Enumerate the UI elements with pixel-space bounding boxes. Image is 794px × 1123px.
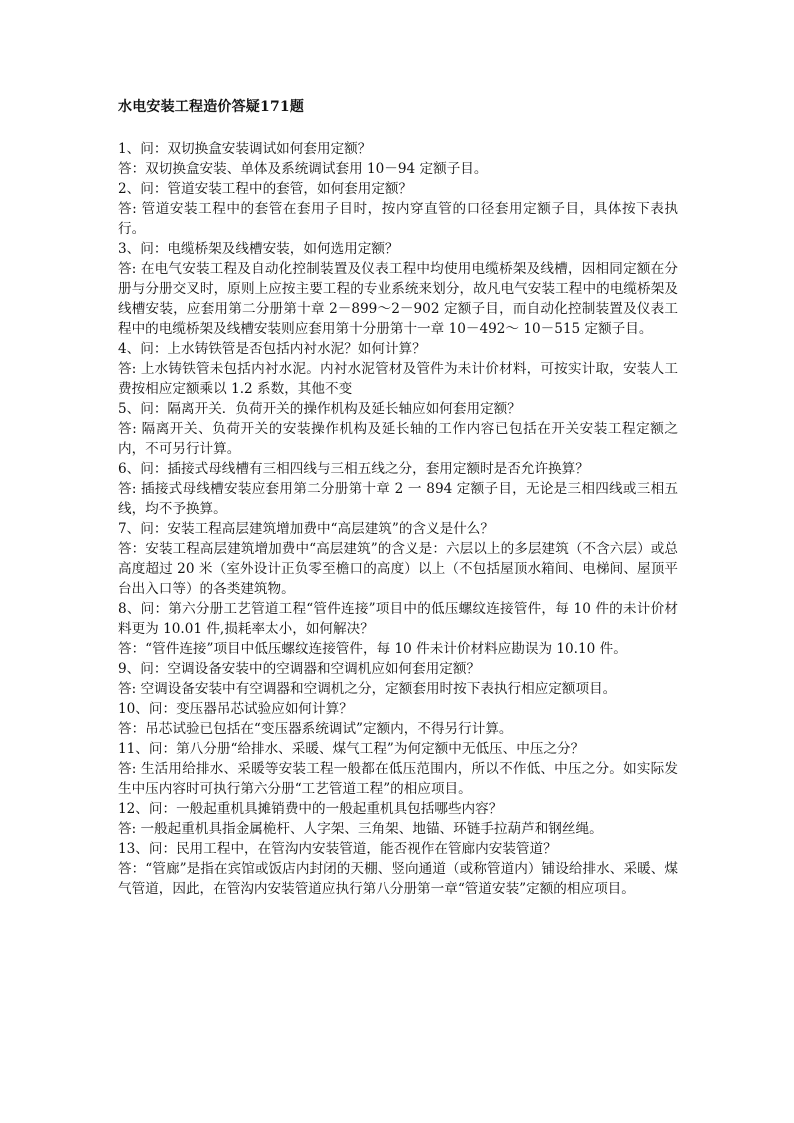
question-text: 6、问：插接式母线槽有三相四线与三相五线之分，套用定额时是否允许换算？ bbox=[118, 461, 589, 477]
document-title: 水电安装工程造价答疑171题 bbox=[118, 99, 305, 115]
answer-text: 答: 管道安装工程中的套管在套用子目时，按内穿直管的口径套用定额子目，具体按下表执行。 bbox=[118, 201, 678, 237]
qa-list bbox=[118, 139, 678, 899]
question-text: 8、问：第六分册工艺管道工程“管件连接”项目中的低压螺纹连接管件，每 10 件的未计价材料更为 10.01 件,损耗率太小，如何解决？ bbox=[118, 601, 678, 637]
qa-item-12 bbox=[118, 799, 678, 839]
answer-text: 答：“管廊”是指在宾馆或饭店内封闭的天棚、竖向通道（或称管道内）铺设给排水、采暖、煤气管道，因此，在管沟内安装管道应执行第八分册第一章“管道安装”定额的相应项目。 bbox=[118, 861, 678, 897]
qa-item-1 bbox=[118, 139, 678, 179]
qa-item-5 bbox=[118, 399, 678, 459]
question-text: 9、问：空调设备安装中的空调器和空调机应如何套用定额？ bbox=[118, 661, 481, 677]
answer-text: 答：“管件连接”项目中低压螺纹连接管件，每 10 件未计价材料应勘误为 10.10 件。 bbox=[118, 641, 627, 657]
qa-item-3 bbox=[118, 239, 678, 339]
answer-text: 答：双切换盒安装、单体及系统调试套用 10－94 定额子目。 bbox=[118, 161, 488, 177]
qa-item-8 bbox=[118, 599, 678, 659]
qa-item-13 bbox=[118, 839, 678, 899]
question-text: 3、问：电缆桥架及线槽安装，如何选用定额？ bbox=[118, 241, 399, 257]
qa-item-4 bbox=[118, 339, 678, 399]
question-text: 13、问：民用工程中，在管沟内安装管道，能否视作在管廊内安装管道？ bbox=[118, 841, 557, 857]
qa-item-9 bbox=[118, 659, 678, 699]
answer-text: 答：吊芯试验已包括在“变压器系统调试”定额内，不得另行计算。 bbox=[118, 721, 513, 737]
answer-text: 答：安装工程高层建筑增加费中“高层建筑”的含义是：六层以上的多层建筑（不含六层）或总高度超过 20 米（室外设计正负零至檐口的高度）以上（不包括屋顶水箱间、电梯间、屋顶平台出入口等）的各类建筑物。 bbox=[118, 541, 678, 597]
answer-text: 答: 插接式母线槽安装应套用第二分册第十章 2 一 894 定额子目，无论是三相四线或三相五线，均不予换算。 bbox=[118, 481, 678, 517]
question-text: 5、问：隔离开关．负荷开关的操作机构及延长轴应如何套用定额？ bbox=[118, 401, 521, 417]
answer-text: 答: 一般起重机具指金属桅杆、人字架、三角架、地锚、环链手拉葫芦和钢丝绳。 bbox=[118, 821, 603, 837]
answer-text: 答: 在电气安装工程及自动化控制装置及仪表工程中均使用电缆桥架及线槽，因相同定额在分册与分册交叉时，原则上应按主要工程的专业系统来划分，故凡电气安装工程中的电缆桥架及线槽安装，应套用第二分册第十章 2－899～2－902 定额子目，而自动化控制装置及仪表工程中的电缆桥架及线槽安装则应套用第十分册第十一章 10－492～ 10－515 定额子目。 bbox=[118, 261, 678, 337]
question-text: 7、问：安装工程高层建筑增加费中“高层建筑”的含义是什么？ bbox=[118, 521, 494, 537]
qa-item-7 bbox=[118, 519, 678, 599]
question-text: 11、问：第八分册“给排水、采暖、煤气工程”为何定额中无低压、中压之分？ bbox=[118, 741, 585, 757]
question-text: 12、问：一般起重机具摊销费中的一般起重机具包括哪些内容？ bbox=[118, 801, 503, 817]
qa-item-10 bbox=[118, 699, 678, 739]
qa-item-6 bbox=[118, 459, 678, 519]
answer-text: 答: 生活用给排水、采暖等安装工程一般都在低压范围内，所以不作低、中压之分。如实际发生中压内容时可执行第六分册“工艺管道工程”的相应项目。 bbox=[118, 761, 678, 797]
qa-item-11 bbox=[118, 739, 678, 799]
document-page bbox=[118, 97, 678, 899]
question-text: 10、问：变压器吊芯试验应如何计算？ bbox=[118, 701, 353, 717]
answer-text: 答: 空调设备安装中有空调器和空调机之分，定额套用时按下表执行相应定额项目。 bbox=[118, 681, 617, 697]
question-text: 4、问：上水铸铁管是否包括内衬水泥？如何计算？ bbox=[118, 341, 426, 357]
answer-text: 答: 上水铸铁管未包括内衬水泥。内衬水泥管材及管件为未计价材料，可按实计取，安装人工费按相应定额乘以 1.2 系数，其他不变 bbox=[118, 361, 678, 397]
qa-item-2 bbox=[118, 179, 678, 239]
answer-text: 答: 隔离开关、负荷开关的安装操作机构及延长轴的工作内容已包括在开关安装工程定额之内，不可另行计算。 bbox=[118, 421, 678, 457]
question-text: 2、问：管道安装工程中的套管，如何套用定额？ bbox=[118, 181, 413, 197]
question-text: 1、问：双切换盒安装调试如何套用定额？ bbox=[118, 141, 372, 157]
